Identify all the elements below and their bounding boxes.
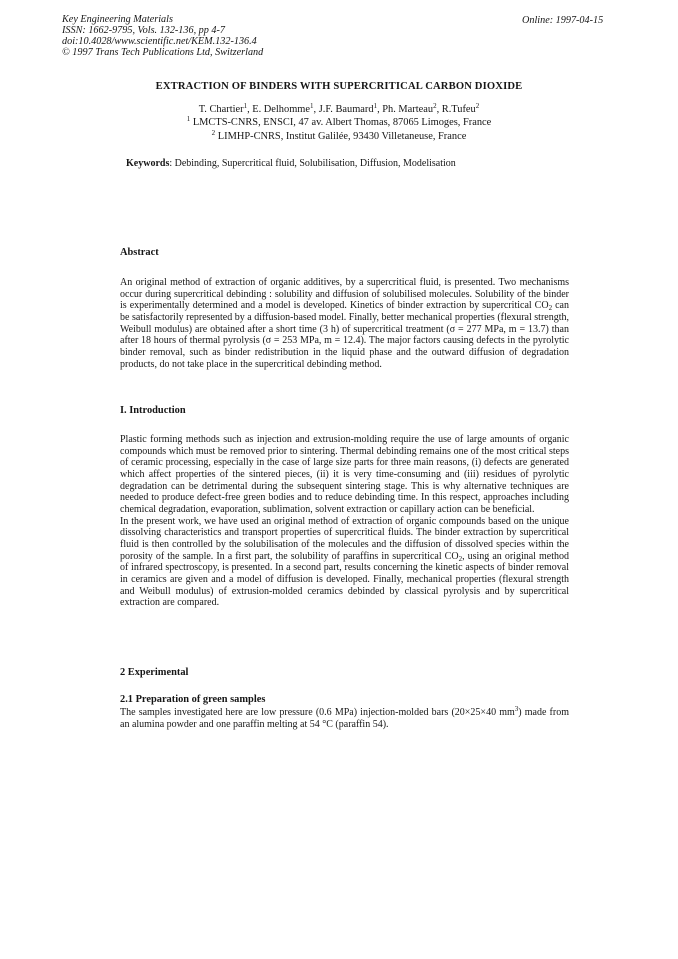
introduction-heading: I. Introduction — [120, 405, 186, 416]
journal-header — [62, 15, 263, 59]
keywords-text: : Debinding, Supercritical fluid, Solubilisation, Diffusion, Modelisation — [169, 158, 456, 169]
preparation-subheading: 2.1 Preparation of green samples — [120, 694, 266, 705]
journal-name: Key Engineering Materials — [62, 14, 173, 25]
author-block — [0, 103, 678, 143]
abstract-heading: Abstract — [120, 247, 159, 258]
author: Ph. Marteau — [382, 104, 434, 115]
author: J.F. Baumard — [318, 104, 374, 115]
abstract-text: An original method of extraction of organic additives, by a supercritical fluid, is presented. Two mechanisms occur during supercritical debinding : solubility and diffusion of solubilised molecules. Solubility of the binder is experimentally determined and a model is developed. Kinetics of binder extraction by supercritical $CO_2$ can be satisfactorily represented by a diffusion-based model. Finally, better mechanical properties (flexural strength, Weibull modulus) are obtained after a short time (3 h) of supercritical treatment (σ = 277 MPa, m = 13.7) than after 18 hours of thermal pyrolysis (σ = 253 MPa, m = 12.4). The major factors causing defects in the pyrolytic binder removal, such as binder redistribution in the liquid phase and the outward diffusion of degradation products, do not take place in the supercritical debinding method. — [120, 277, 569, 370]
paper-title: EXTRACTION OF BINDERS WITH SUPERCRITICAL CARBON DIOXIDE — [155, 81, 523, 92]
experimental-heading: 2 Experimental — [120, 667, 189, 678]
author-list: T. Chartier$^1$, E. Delhomme$^1$, J.F. Baumard$^1$, Ph. Marteau$^2$, R.Tufeu$^2$ — [198, 102, 480, 115]
issn-line: ISSN: 1662-9795, Vols. 132-136, pp 4-7 — [62, 24, 225, 36]
experimental-text: The samples investigated here are low pressure (0.6 MPa) injection-molded bars (20×25×40 $mm^3$) made from an alumina powder and one paraffin melting at 54 °C (paraffin 54). — [120, 705, 569, 730]
doi-link[interactable]: doi:10.4028/www.scientific.net/KEM.132-136.4 — [62, 35, 257, 47]
introduction-text — [120, 434, 569, 609]
copyright-line: © 1997 Trans Tech Publications Ltd, Switzerland — [62, 46, 264, 58]
keywords-line — [126, 158, 456, 169]
affiliation-1: $^1$ LMCTS-CNRS, ENSCI, 47 av. Albert Thomas, 87065 Limoges, France — [186, 115, 492, 129]
author: E. Delhomme — [252, 104, 310, 115]
keywords-label: Keywords — [126, 158, 170, 169]
author: T. Chartier — [198, 104, 244, 115]
author: R.Tufeu — [441, 104, 476, 115]
online-date: Online: 1997-04-15 — [522, 15, 604, 26]
introduction-paragraph-1: Plastic forming methods such as injection and extrusion-molding require the use of large amounts of organic compounds which must be removed prior to sintering. Thermal debinding remains one of the most critical steps of ceramic processing, especially in the case of large size parts for three main reasons, (i) defects are generated which affect properties of the sintered pieces, (ii) it is very time-consuming and (iii) residues of pyrolytic degradation can be detrimental during the subsequent sintering stage. This is why alternative techniques are needed to produce defect-free green bodies and to reduce debinding time. In this respect, approaches including chemical degradation, evaporation, sublimation, solvent extraction or capillary action can be beneficial. — [120, 434, 569, 515]
affiliation-2: $^2$ LIMHP-CNRS, Institut Galilée, 93430 Villetaneuse, France — [211, 128, 467, 142]
introduction-paragraph-2: In the present work, we have used an original method of extraction of organic compounds based on the unique dissolving characteristics and transport properties of supercritical fluids. The binder extraction by supercritical fluid is then controlled by the solubilisation of the molecules and the diffusion of dissolved species within the porosity of the sample. In a first part, the solubility of paraffins in supercritical $CO_2$, using an original method of infrared spectroscopy, is presented. In a second part, results concerning the kinetic aspects of binder removal in ceramics are given and a model of diffusion is developed. Finally, mechanical properties (flexural strength and Weibull modulus) of extrusion-molded ceramics debinded by classical pyrolysis and by supercritical extraction are compared. — [120, 515, 569, 609]
